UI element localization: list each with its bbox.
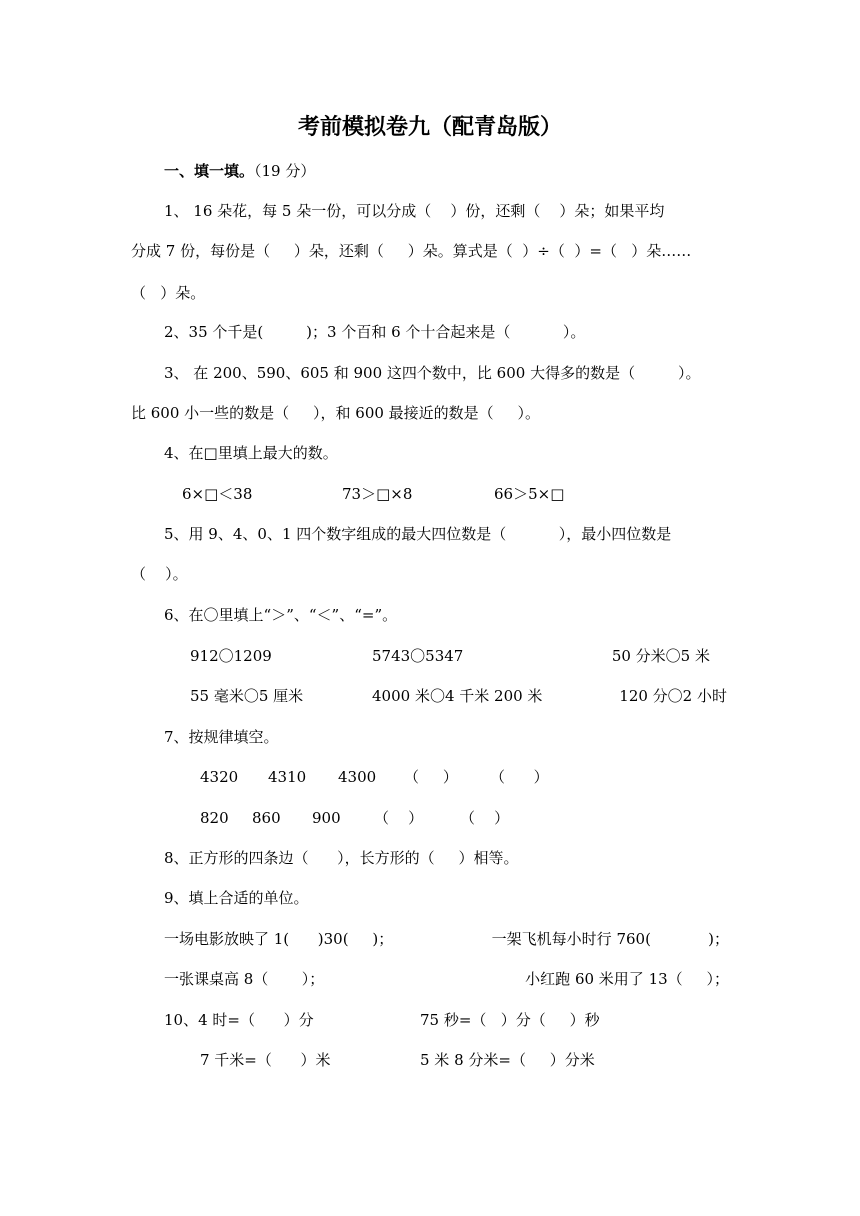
q9-item: 一架飞机每小时行 760( )； xyxy=(491,930,729,948)
q6-line1: 6、在〇里填上“＞”、“＜”、“=”。 xyxy=(164,606,398,624)
q4-item: 6×□＜38 xyxy=(182,485,253,503)
q7-item: （ ） xyxy=(404,768,458,786)
q7-item: 4310 xyxy=(268,768,307,786)
q4-item: 73＞□×8 xyxy=(342,485,413,503)
q6-item: 50 分米〇5 米 xyxy=(611,647,710,665)
q1-line3: （ ）朵。 xyxy=(131,284,206,302)
q8-line1: 8、正方形的四条边（ ），长方形的（ ）相等。 xyxy=(164,849,519,867)
q7-item: 900 xyxy=(312,809,341,827)
q5-line2: （ ）。 xyxy=(131,565,188,583)
q6-item: 912〇1209 xyxy=(190,647,272,665)
q7-item: 4320 xyxy=(200,768,239,786)
q2-line1: 2、35 个千是( )；3 个百和 6 个十合起来是（ ）。 xyxy=(164,323,586,341)
q10-item: 7 千米=（ ）米 xyxy=(200,1051,331,1069)
q3-line2: 比 600 小一些的数是（ ），和 600 最接近的数是（ ）。 xyxy=(131,404,541,422)
q7-item: （ ） xyxy=(374,809,424,827)
q7-item: 820 xyxy=(200,809,229,827)
q7-line1: 7、按规律填空。 xyxy=(164,728,279,746)
q10-item: 5 米 8 分米=（ ）分米 xyxy=(420,1051,595,1069)
q1-line1: 1、 16 朵花，每 5 朵一份，可以分成（ ）份，还剩（ ）朵；如果平均 xyxy=(164,202,665,220)
q9-item: 一场电影放映了 1( )30( )； xyxy=(164,930,394,948)
section-points: （19 分） xyxy=(254,162,316,180)
q6-item: 5743〇5347 xyxy=(372,647,464,665)
q10-item: 75 秒=（ ）分（ ）秒 xyxy=(420,1011,600,1029)
q7-item: 860 xyxy=(252,809,281,827)
q3-line1: 3、 在 200、590、605 和 900 这四个数中，比 600 大得多的数是（ ）。 xyxy=(164,364,701,382)
q4-item: 66＞5×□ xyxy=(494,485,565,503)
q9-item: 小红跑 60 米用了 13（ ）； xyxy=(525,970,729,988)
page-title: 考前模拟卷九（配青岛版） xyxy=(297,114,562,140)
q1-line2: 分成 7 份，每份是（ ）朵，还剩（ ）朵。算式是（ ）÷（ ）=（ ）朵…… xyxy=(131,242,692,260)
q6-item: 120 分〇2 小时 xyxy=(619,687,727,705)
q7-item: 4300 xyxy=(338,768,377,786)
q7-item: （ ） xyxy=(460,809,510,827)
q5-line1: 5、用 9、4、0、1 四个数字组成的最大四位数是（ ），最小四位数是 xyxy=(164,525,672,543)
section-heading xyxy=(164,160,315,182)
q9-line1: 9、填上合适的单位。 xyxy=(164,889,309,907)
q9-item: 一张课桌高 8（ ）； xyxy=(164,970,325,988)
q4-line1: 4、在□里填上最大的数。 xyxy=(164,444,338,462)
section-heading-text: 一、填一填。 xyxy=(164,162,255,180)
q7-item: （ ） xyxy=(490,768,549,786)
q6-item: 4000 米〇4 千米 200 米 xyxy=(372,687,543,705)
q10-item: 10、4 时=（ ）分 xyxy=(164,1011,314,1029)
q6-item: 55 毫米〇5 厘米 xyxy=(190,687,304,705)
